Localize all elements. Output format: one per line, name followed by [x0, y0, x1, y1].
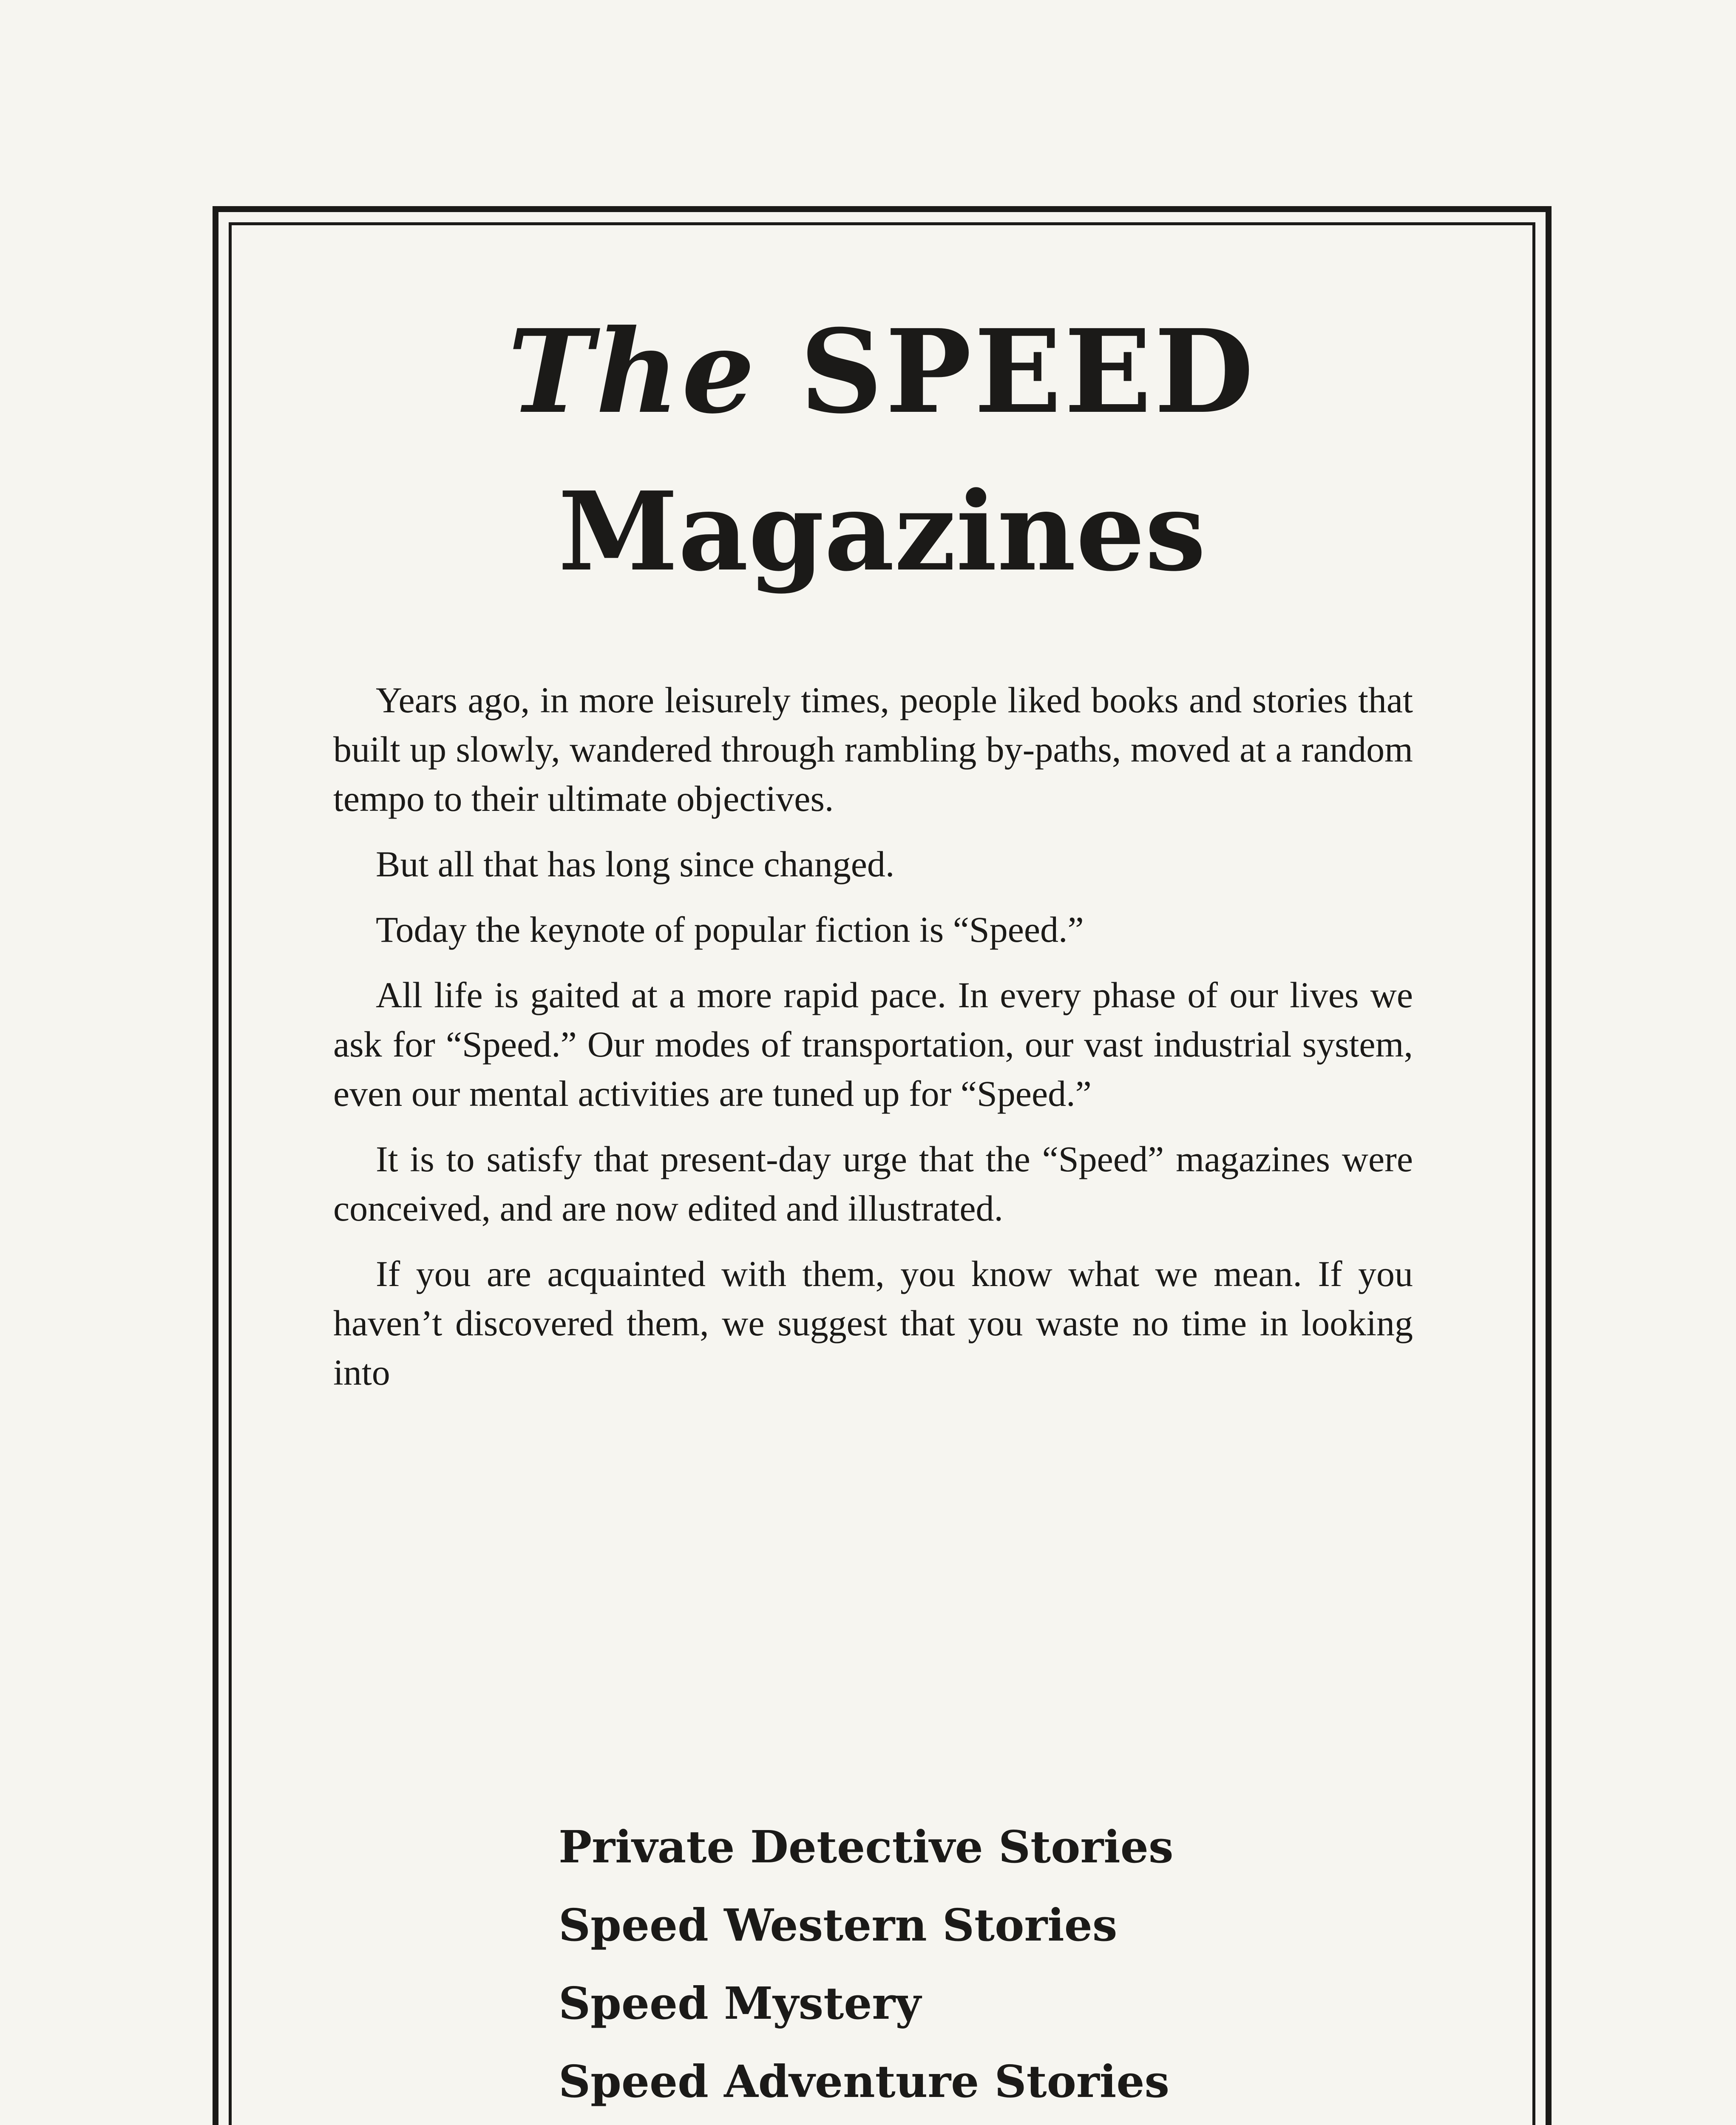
title-line-1 [218, 304, 1546, 439]
title-speed: SPEED [800, 304, 1257, 439]
ad-body [333, 675, 1413, 1413]
title-the: The [508, 304, 757, 439]
paragraph-4: All life is gaited at a more rapid pace. In every phase of our lives we ask for “Speed.” Our modes of transportation, our vast industrial system, even our mental activities are tuned up for “Speed.” [333, 975, 1413, 1114]
ad-border [213, 206, 1552, 2125]
magazine-item: Speed Mystery [559, 1977, 921, 2029]
paragraph-3: Today the keynote of popular fiction is “Speed.” [376, 909, 1084, 950]
magazine-item [559, 2121, 1174, 2125]
paragraph-5: It is to satisfy that present-day urge that the “Speed” magazines were conceived, and are now edited and illustrated. [333, 1139, 1413, 1229]
paragraph-6: If you are acquainted with them, you know what we mean. If you haven’t discovered them, we suggest that you waste no time in looking into [333, 1253, 1413, 1393]
magazine-item: Speed Adventure Stories [559, 2055, 1170, 2108]
paragraph-1: Years ago, in more leisurely times, people liked books and stories that built up slowly, wandered through rambling by-paths, moved at a random tempo to their ultimate objectives. [333, 680, 1413, 819]
paragraph-2: But all that has long since changed. [376, 844, 895, 884]
magazine-list [559, 1808, 1174, 2125]
magazine-item: Speed Western Stories [559, 1899, 1118, 1951]
title-magazines: Magazines [558, 468, 1206, 595]
ad-title [218, 304, 1546, 595]
magazine-item: Private Detective Stories [559, 1821, 1174, 1873]
